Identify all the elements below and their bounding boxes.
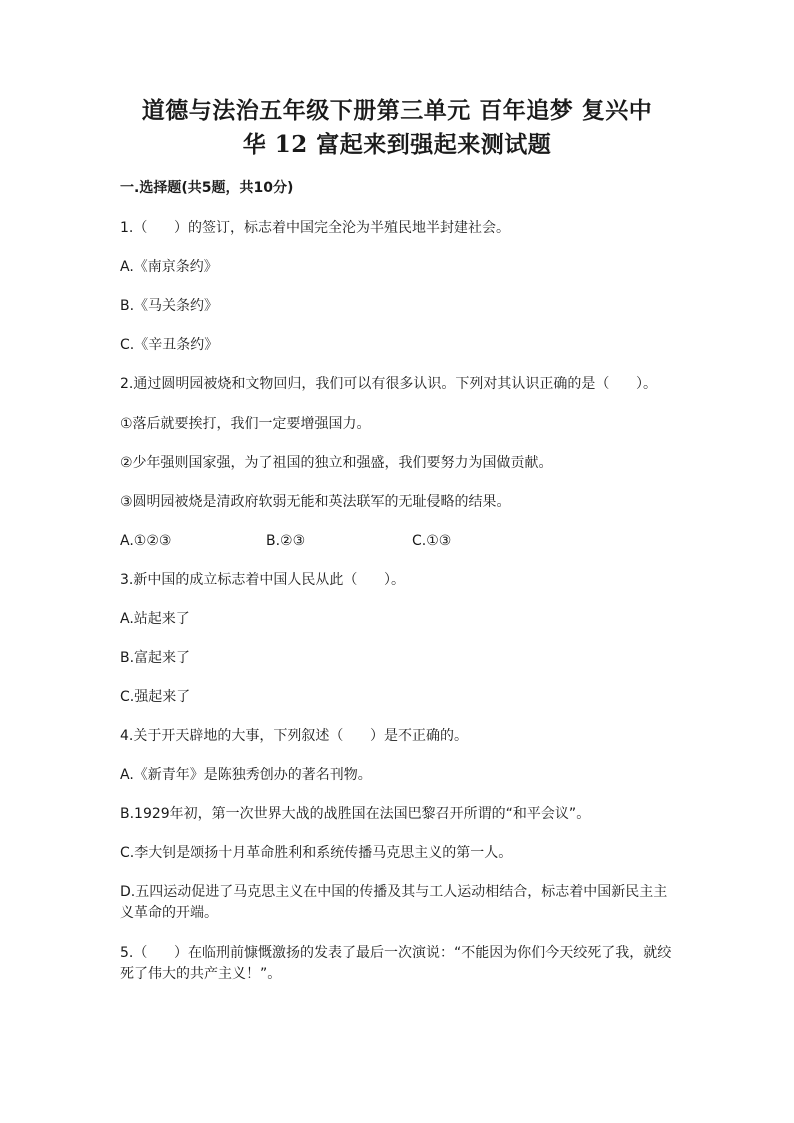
option-b: B.《马关条约》	[120, 298, 219, 314]
question-2	[120, 374, 674, 551]
question-stem: 1.（ ）的签订，标志着中国完全沦为半殖民地半封建社会。	[120, 220, 511, 236]
document-title	[120, 94, 674, 162]
question-3	[120, 570, 674, 707]
statement-1: ①落后就要挨打，我们一定要增强国力。	[120, 416, 371, 432]
statement-2: ②少年强则国家强，为了祖国的独立和强盛，我们要努力为国做贡献。	[120, 455, 553, 471]
question-stem: 2.通过圆明园被烧和文物回归，我们可以有很多认识。下列对其认识正确的是（ ）。	[120, 376, 658, 392]
question-stem: 3.新中国的成立标志着中国人民从此（ ）。	[120, 572, 406, 588]
option-a: A.《新青年》是陈独秀创办的著名刊物。	[120, 767, 372, 783]
option-a: A.站起来了	[120, 611, 190, 627]
title-line-1: 道德与法治五年级下册第三单元 百年追梦 复兴中	[141, 97, 653, 124]
option-row	[120, 531, 674, 551]
title-line-2: 华 12 富起来到强起来测试题	[242, 131, 552, 158]
question-5	[120, 943, 674, 985]
option-b: B.富起来了	[120, 650, 191, 666]
question-4	[120, 726, 674, 924]
option-c: C.李大钊是颂扬十月革命胜利和系统传播马克思主义的第一人。	[120, 845, 513, 861]
statement-3: ③圆明园被烧是清政府软弱无能和英法联军的无耻侵略的结果。	[120, 494, 511, 510]
option-c: C.①③	[412, 533, 452, 549]
section-heading: 一.选择题(共5题，共10分)	[120, 180, 294, 196]
question-stem: 5.（ ）在临刑前慷慨激扬的发表了最后一次演说：“不能因为你们今天绞死了我，就绞死了伟大的共产主义！”。	[120, 945, 672, 982]
option-d: D.五四运动促进了马克思主义在中国的传播及其与工人运动相结合，标志着中国新民主主义革命的开端。	[120, 884, 668, 921]
option-a: A.①②③	[120, 533, 172, 549]
option-c: C.强起来了	[120, 689, 191, 705]
question-1	[120, 218, 674, 355]
option-b: B.1929年初，第一次世界大战的战胜国在法国巴黎召开所谓的“和平会议”。	[120, 806, 591, 822]
question-stem: 4.关于开天辟地的大事，下列叙述（ ）是不正确的。	[120, 728, 469, 744]
option-b: B.②③	[266, 533, 306, 549]
option-a: A.《南京条约》	[120, 259, 218, 275]
option-c: C.《辛丑条约》	[120, 337, 219, 353]
